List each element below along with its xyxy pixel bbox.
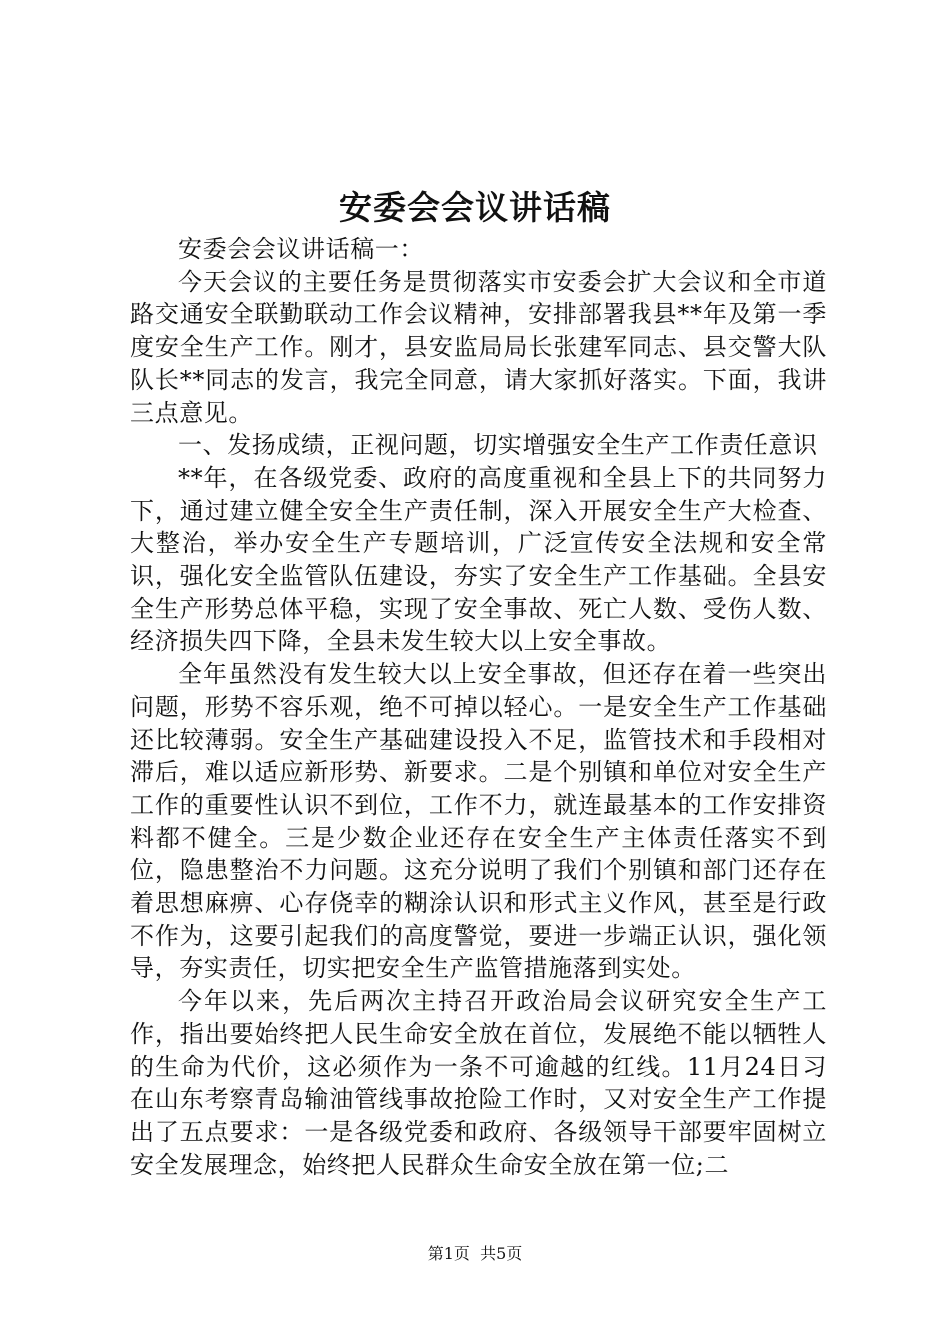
document-body xyxy=(130,233,827,1181)
paragraph-opening: 今天会议的主要任务是贯彻落实市安委会扩大会议和全市道路交通安全联勤联动工作会议精神，安排部署我县**年及第一季度安全生产工作。刚才，县安监局局长张建军同志、县交警大队队长**同志的发言，我完全同意，请大家抓好落实。下面，我讲三点意见。 xyxy=(130,267,827,427)
paragraph-requirements: 今年以来，先后两次主持召开政治局会议研究安全生产工作，指出要始终把人民生命安全放在首位，发展绝不能以牺牲人的生命为代价，这必须作为一条不可逾越的红线。11月24日习在山东考察青岛输油管线事故抢险工作时，又对安全生产工作提出了五点要求：一是各级党委和政府、各级领导干部要牢固树立安全发展理念，始终把人民群众生命安全放在第一位;二 xyxy=(130,987,827,1179)
section-heading-one: 一、发扬成绩，正视问题，切实增强安全生产工作责任意识 xyxy=(178,431,818,460)
document-title: 安委会会议讲话稿 xyxy=(339,188,611,227)
page-footer xyxy=(0,1243,950,1265)
page-total: 共5页 xyxy=(480,1244,523,1263)
paragraph-achievements: **年，在各级党委、政府的高度重视和全县上下的共同努力下，通过建立健全安全生产责任制，深入开展安全生产大检查、大整治，举办安全生产专题培训，广泛宣传安全法规和安全常识，强化安全监管队伍建设，夯实了安全生产工作基础。全县安全生产形势总体平稳，实现了安全事故、死亡人数、受伤人数、经济损失四下降，全县未发生较大以上安全事故。 xyxy=(130,463,827,656)
page-number: 第1页 xyxy=(427,1244,470,1263)
paragraph-problems: 全年虽然没有发生较大以上安全事故，但还存在着一些突出问题，形势不容乐观，绝不可掉以轻心。一是安全生产工作基础还比较薄弱。安全生产基础建设投入不足，监管技术和手段相对滞后，难以适应新形势、新要求。二是个别镇和单位对安全生产工作的重要性认识不到位，工作不力，就连最基本的工作安排资料都不健全。三是少数企业还存在安全生产主体责任落实不到位，隐患整治不力问题。这充分说明了我们个别镇和部门还存在着思想麻痹、心存侥幸的糊涂认识和形式主义作风，甚至是行政不作为，这要引起我们的高度警觉，要进一步端正认识，强化领导，夯实责任，切实把安全生产监管措施落到实处。 xyxy=(130,660,827,983)
paragraph-intro: 安委会会议讲话稿一： xyxy=(178,235,424,263)
